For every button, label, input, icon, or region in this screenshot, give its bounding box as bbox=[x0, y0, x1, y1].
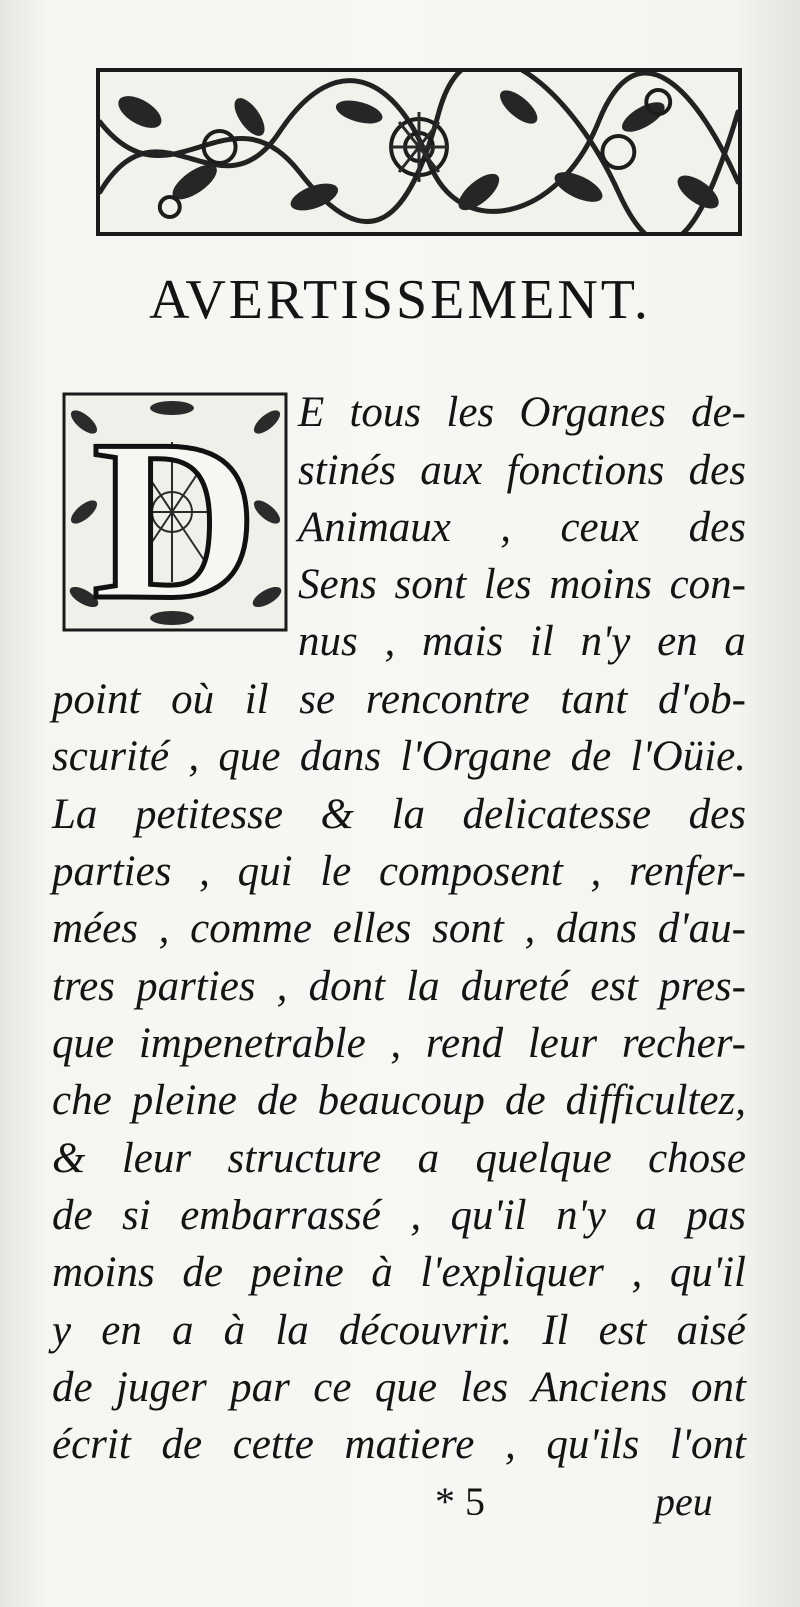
text-line bbox=[52, 847, 746, 896]
text-line bbox=[298, 560, 746, 609]
word: , bbox=[631, 1249, 643, 1296]
word: les bbox=[460, 1364, 509, 1411]
word: Sens bbox=[298, 561, 377, 608]
ornamental-headpiece bbox=[96, 68, 742, 236]
word: Animaux bbox=[298, 504, 451, 551]
word: qu'il bbox=[669, 1249, 746, 1296]
word: y bbox=[52, 1307, 72, 1354]
word: a bbox=[417, 1135, 440, 1182]
word: leur bbox=[527, 1020, 598, 1067]
text-line bbox=[298, 446, 746, 495]
word: ceux bbox=[560, 504, 640, 551]
word: ce bbox=[313, 1364, 352, 1411]
word: d'au- bbox=[657, 905, 746, 952]
word: pas bbox=[686, 1192, 746, 1239]
word: que bbox=[374, 1364, 437, 1411]
word: de- bbox=[691, 389, 746, 436]
word: a bbox=[635, 1192, 657, 1239]
drop-cap-letter: D bbox=[91, 392, 259, 632]
word: tant bbox=[560, 676, 628, 723]
word: stinés bbox=[298, 447, 396, 494]
word: , bbox=[188, 733, 200, 780]
text-line bbox=[52, 1248, 746, 1297]
text-line bbox=[52, 1191, 746, 1240]
word: les bbox=[483, 561, 532, 608]
word: Il bbox=[542, 1307, 569, 1354]
word: , bbox=[500, 504, 512, 551]
word: dont bbox=[308, 963, 386, 1010]
word: peine bbox=[250, 1249, 344, 1296]
word: petitesse bbox=[134, 791, 284, 838]
word: est bbox=[590, 963, 638, 1010]
word: che bbox=[52, 1077, 112, 1124]
word: qui bbox=[237, 848, 293, 895]
word: , bbox=[524, 905, 536, 952]
word: pleine bbox=[131, 1077, 237, 1124]
word: n'y bbox=[556, 1192, 606, 1239]
word: , bbox=[384, 618, 396, 665]
word: l'expliquer bbox=[420, 1249, 604, 1296]
word: de bbox=[161, 1421, 203, 1468]
word: l'ont bbox=[669, 1421, 746, 1468]
word: sont bbox=[432, 905, 504, 952]
catchword: peu bbox=[655, 1479, 713, 1524]
text-line bbox=[52, 904, 746, 953]
word: , bbox=[390, 1020, 402, 1067]
word: ont bbox=[691, 1364, 746, 1411]
text-line bbox=[52, 1420, 746, 1469]
word: que bbox=[52, 1020, 115, 1067]
word: elles bbox=[332, 905, 412, 952]
word: dans bbox=[299, 733, 382, 780]
word: le bbox=[320, 848, 352, 895]
word: aux bbox=[420, 447, 483, 494]
word: qu'il bbox=[450, 1192, 527, 1239]
word: , bbox=[410, 1192, 422, 1239]
word: des bbox=[688, 447, 746, 494]
word: la bbox=[391, 791, 425, 838]
word: la bbox=[406, 963, 440, 1010]
word: de bbox=[504, 1077, 546, 1124]
word: , bbox=[199, 848, 210, 895]
text-line bbox=[52, 1019, 746, 1068]
word: scurité bbox=[52, 733, 170, 780]
word: chose bbox=[648, 1135, 746, 1182]
word: difficultez, bbox=[565, 1077, 746, 1124]
text-line bbox=[52, 1363, 746, 1412]
word: La bbox=[52, 791, 98, 838]
word: il bbox=[244, 676, 269, 723]
word: nus bbox=[298, 618, 358, 665]
word: Anciens bbox=[531, 1364, 668, 1411]
text-line bbox=[52, 790, 746, 839]
word: rencontre bbox=[365, 676, 530, 723]
word: & bbox=[52, 1135, 86, 1182]
signature-mark: * 5 bbox=[435, 1479, 485, 1524]
text-line bbox=[298, 503, 746, 552]
word: en bbox=[657, 618, 698, 665]
word: d'ob- bbox=[657, 676, 746, 723]
word: dureté bbox=[460, 963, 570, 1010]
word: point bbox=[52, 676, 141, 723]
text-line bbox=[298, 388, 746, 437]
page-title: AVERTISSEMENT. bbox=[149, 269, 651, 331]
word: moins bbox=[549, 561, 652, 608]
word: qu'ils bbox=[546, 1421, 640, 1468]
word: parties bbox=[52, 848, 172, 895]
word: beaucoup bbox=[317, 1077, 485, 1124]
word: matiere bbox=[344, 1421, 475, 1468]
word: leur bbox=[121, 1135, 192, 1182]
word: n'y bbox=[580, 618, 631, 665]
word: a bbox=[724, 618, 746, 665]
word: , bbox=[504, 1421, 516, 1468]
word: des bbox=[688, 504, 746, 551]
word: de bbox=[570, 733, 612, 780]
word: a bbox=[172, 1307, 194, 1354]
word: des bbox=[688, 791, 746, 838]
word: de bbox=[256, 1077, 298, 1124]
word: Organes bbox=[519, 389, 666, 436]
word: de bbox=[52, 1364, 93, 1411]
word: l'Oüie. bbox=[630, 733, 746, 780]
word: aisé bbox=[676, 1307, 746, 1354]
word: parties bbox=[136, 963, 256, 1010]
word: découvrir. bbox=[338, 1307, 513, 1354]
word: , bbox=[590, 848, 602, 895]
word: mées bbox=[52, 905, 138, 952]
word: recher- bbox=[621, 1020, 746, 1067]
word: en bbox=[101, 1307, 142, 1354]
text-line bbox=[52, 962, 746, 1011]
word: se bbox=[299, 676, 336, 723]
word: impenetrable bbox=[138, 1020, 366, 1067]
word: renfer- bbox=[628, 848, 746, 895]
text-line bbox=[52, 1076, 746, 1125]
text-line bbox=[298, 617, 746, 666]
word: mais bbox=[421, 618, 504, 665]
word: tous bbox=[349, 389, 422, 436]
word: si bbox=[122, 1192, 151, 1239]
word: il bbox=[529, 618, 554, 665]
text-line bbox=[52, 732, 746, 781]
word: de bbox=[52, 1192, 93, 1239]
word: composent bbox=[378, 848, 563, 895]
word: quelque bbox=[475, 1135, 612, 1182]
word: de bbox=[182, 1249, 223, 1296]
word: & bbox=[320, 791, 354, 838]
word: con- bbox=[669, 561, 746, 608]
text-line bbox=[52, 1134, 746, 1183]
word: moins bbox=[52, 1249, 155, 1296]
drop-cap-initial bbox=[62, 392, 288, 632]
word: par bbox=[230, 1364, 290, 1411]
word: est bbox=[598, 1307, 647, 1354]
word: embarrassé bbox=[180, 1192, 381, 1239]
word: dans bbox=[555, 905, 638, 952]
word: juger bbox=[115, 1364, 207, 1411]
text-line bbox=[52, 1306, 746, 1355]
word: où bbox=[171, 676, 215, 723]
word: fonctions bbox=[506, 447, 665, 494]
text-line bbox=[52, 675, 746, 724]
word: l'Organe bbox=[400, 733, 552, 780]
word: , bbox=[276, 963, 288, 1010]
word: E bbox=[298, 389, 325, 436]
word: la bbox=[275, 1307, 309, 1354]
word: à bbox=[223, 1307, 246, 1354]
word: à bbox=[371, 1249, 393, 1296]
word: tres bbox=[52, 963, 115, 1010]
word: que bbox=[218, 733, 281, 780]
word: sont bbox=[394, 561, 467, 608]
word: pres- bbox=[659, 963, 746, 1010]
word: les bbox=[446, 389, 495, 436]
word: rend bbox=[425, 1020, 504, 1067]
word: écrit bbox=[52, 1421, 131, 1468]
word: , bbox=[158, 905, 170, 952]
word: comme bbox=[190, 905, 312, 952]
word: structure bbox=[227, 1135, 382, 1182]
word: delicatesse bbox=[462, 791, 652, 838]
word: cette bbox=[232, 1421, 314, 1468]
